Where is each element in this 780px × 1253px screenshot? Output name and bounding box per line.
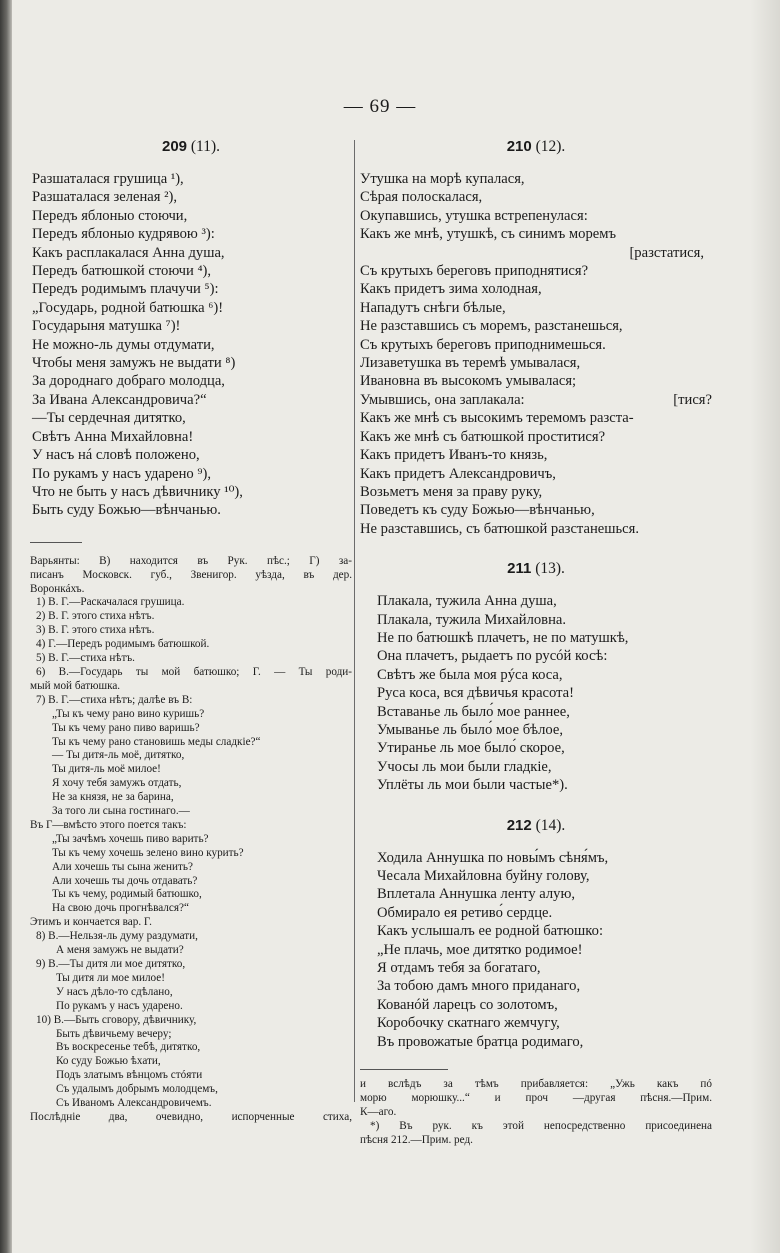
variant-line: Ко суду Божью ѣхати, [56, 1055, 161, 1068]
variant-line: 3) В. Г. этого стиха нѣтъ. [36, 624, 155, 637]
variant-line: 8) В.—Нельзя-ль думу раздумати, [36, 930, 198, 943]
footnote-line: К—аго. [360, 1105, 397, 1118]
variant-line: Подъ златымъ вѣнцомъ стóяти [56, 1069, 203, 1082]
variant-line: Не за князя, не за барина, [52, 791, 174, 804]
verse-line-text: Умывшись, она заплакала: [360, 391, 525, 408]
song-subnumber: (13). [535, 560, 565, 578]
verse-line: Плакала, тужила Михайловна. [377, 611, 567, 628]
verse-line: Плакала, тужила Анна душа, [377, 593, 557, 610]
verse-line: Какъ расплакалася Анна душа, [32, 244, 225, 261]
verse-line: За дороднаго добраго молодца, [32, 373, 225, 390]
verse-line: Разшаталася грушица ¹), [32, 171, 184, 187]
song-number: 210 [506, 138, 532, 155]
verse-line: Нападутъ снѣги бѣлые, [360, 299, 506, 316]
verse-line: Чесала Михайловна буйну голову, [377, 868, 590, 884]
variant-line: Я хочу тебя замужъ отдать, [52, 777, 182, 790]
variant-line: Воронкáхъ. [30, 582, 85, 595]
song-subnumber: (11). [190, 138, 221, 155]
variant-line: „Ты зачѣмъ хочешь пиво варить? [52, 832, 209, 845]
verse-line: Руса коса, вся дѣвичья красота! [377, 685, 575, 702]
verse-line: Свѣтъ же была моя рýса коса, [377, 666, 563, 683]
column-divider [354, 140, 355, 1102]
variants-notes [30, 555, 352, 1125]
variant-line: — Ты дитя-ль моё, дитятко, [52, 749, 185, 762]
verse-line: Передъ яблоныо кудрявою ³): [32, 226, 215, 243]
verse-line: Утиранье ль мое было́ скорое, [377, 740, 565, 757]
verse-line-wrap: [разстатися, [629, 244, 704, 261]
song-209-verse [30, 170, 352, 520]
left-column [30, 138, 352, 1125]
song-heading-210 [360, 138, 712, 156]
variant-line: Ты къ чему хочешь зелено вино курить? [52, 846, 244, 859]
variant-line: 5) В. Г.—стиха нѣтъ. [36, 652, 135, 665]
variant-line: Ты къ чему рано становишь меды сладкіе?“ [52, 735, 261, 748]
verse-line: Не можно-ль думы отдумати, [32, 336, 215, 353]
variant-line: Послѣдніе два, очевидно, испорченные стиха, [30, 1110, 352, 1123]
verse-line: Окупавшись, утушка встрепенулася: [360, 207, 588, 224]
verse-line: Какъ придетъ зима холодная, [360, 281, 542, 298]
variant-line: Съ удалымъ добрымъ молодцемъ, [56, 1083, 218, 1096]
verse-line: Не разставшись, съ батюшкой разстанешься. [360, 520, 639, 537]
verse-line: Уплёты ль мои были частые*). [377, 777, 568, 794]
footnote-rule [360, 1069, 448, 1070]
verse-line: Какъ же мнѣ съ батюшкой проститися? [360, 428, 606, 445]
variant-line: Съ Иваномъ Александровичемъ. [56, 1097, 212, 1110]
verse-line: —Ты сердечная дитятко, [32, 410, 186, 427]
verse-line: Коробочку скатнаго жемчугу, [377, 1015, 560, 1032]
verse-line: Быть суду Божью—вѣнчанью. [32, 502, 221, 519]
verse-line: Не по батюшкѣ плачетъ, не по матушкѣ, [377, 629, 629, 646]
verse-line: Съ крутыхъ береговъ приподнятися? [360, 263, 589, 280]
song-number: 212 [506, 816, 532, 834]
variant-line: 7) В. Г.—стиха нѣтъ; далѣе въ В: [36, 693, 193, 706]
verse-line: Обмирало ея ретиво́ сердце. [377, 904, 553, 921]
book-spine-shadow [0, 0, 12, 1253]
footnote-line: и вслѣдъ за тѣмъ прибавляется: „Ужь какъ пó [360, 1078, 712, 1091]
verse-line: Передъ яблоныо стоючи, [32, 207, 188, 224]
song-subnumber: (12). [535, 138, 566, 155]
footnotes [360, 1078, 712, 1148]
verse-line: Утушка на морѣ купалася, [360, 171, 525, 187]
verse-line: За Ивана Александровича?“ [32, 391, 207, 408]
variant-line: 10) В.—Быть сговору, дѣвичнику, [36, 1013, 197, 1026]
verse-line: Вставанье ль было́ мое раннее, [377, 703, 570, 720]
verse-line: Какъ придетъ Александровичъ, [360, 465, 556, 482]
variant-line: 4) Г.—Передъ родимымъ батюшкой. [36, 638, 210, 651]
variants-rule [30, 542, 82, 543]
footnote-line: *) Въ рук. къ этой непосредственно присоединена [370, 1119, 712, 1132]
page-edge-shadow [750, 0, 780, 1253]
verse-line: Какъ придетъ Иванъ-то князь, [360, 447, 548, 464]
verse-line: Ходила Аннушка по новы́мъ сѣня́мъ, [377, 849, 609, 866]
verse-line: Кованóй ларецъ со золотомъ, [377, 996, 558, 1013]
variant-line: Али хочешь ты сына женить? [52, 860, 193, 873]
verse-line: Я отдамъ тебя за богатаго, [377, 960, 541, 977]
verse-line: Съ крутыхъ береговъ приподнимешься. [360, 336, 606, 353]
verse-line: Передъ родимымъ плачучи ⁵): [32, 281, 219, 298]
variant-line: Ты къ чему рано пиво варишь? [52, 721, 200, 734]
song-212-verse [360, 849, 712, 1051]
variant-line: Въ воскресенье тебѣ, дитятко, [56, 1041, 201, 1054]
verse-line: Разшаталася зеленая ²), [32, 189, 177, 206]
verse-line: Учосы ль мои были гладкіе, [377, 758, 552, 775]
variant-line: Варьянты: В) находится въ Рук. пѣс.; Г) за- [30, 554, 352, 567]
song-subnumber: (14). [535, 816, 566, 834]
variant-line: писанъ Московск. губ., Звенигор. уѣзда, въ дер. [30, 568, 352, 581]
verse-line: У насъ нá словѣ положено, [32, 447, 200, 464]
verse-line-wrap: [тися? [673, 391, 712, 408]
variant-line: По рукамъ у насъ ударено. [56, 999, 183, 1012]
song-211-verse [360, 592, 712, 794]
verse-line: Умыванье ль было́ мое бѣлое, [377, 721, 563, 738]
variant-line: Ты къ чему, родимый батюшко, [52, 888, 202, 901]
verse-line: Вплетала Аннушка ленту алую, [377, 886, 575, 903]
song-heading-212 [360, 817, 712, 835]
song-number: 211 [507, 560, 532, 578]
variant-line: 2) В. Г. этого стиха нѣтъ. [36, 610, 155, 623]
song-heading-209 [30, 138, 352, 156]
song-number: 209 [161, 138, 188, 155]
variant-line: 6) В.—Государь ты мой батюшко; Г. — Ты роди- [36, 665, 352, 678]
variant-line: За того ли сына гостинаго.— [52, 805, 190, 818]
variant-line: Ты дитя ли мое милое! [56, 971, 165, 984]
variant-line: Быть дѣвичьему вечеру; [56, 1027, 172, 1040]
song-heading-211 [360, 560, 712, 578]
variant-line: „Ты къ чему рано вино куришь? [52, 707, 205, 720]
verse-line [360, 391, 712, 409]
variant-line: Ты дитя-ль моё милое! [52, 763, 161, 776]
verse-line: Возьметъ меня за праву руку, [360, 483, 543, 500]
verse-line: Не разставшись съ моремъ, разстанешься, [360, 318, 623, 335]
verse-line: Какъ же мнѣ, утушкѣ, съ синимъ моремъ [360, 226, 617, 243]
verse-line: Свѣтъ Анна Михайловна! [32, 428, 194, 445]
variant-line: У насъ дѣло-то сдѣлано, [56, 985, 173, 998]
variant-line: 9) В.—Ты дитя ли мое дитятко, [36, 958, 186, 970]
footnote-line: пѣсня 212.—Прим. ред. [360, 1133, 473, 1146]
verse-line: Что не быть у насъ дѣвичнику ¹⁰), [32, 483, 243, 500]
verse-line: По рукамъ у насъ ударено ⁹), [32, 465, 211, 482]
variant-line: Въ Г—вмѣсто этого поется такъ: [30, 818, 187, 831]
verse-line: Ивановна въ высокомъ умывалася; [360, 373, 577, 390]
verse-line: „Государь, родной батюшка ⁶)! [32, 299, 224, 316]
footnote-line: морю морюшку...“ и проч —другая пѣсня.—Прим. [360, 1091, 712, 1104]
verse-line: Какъ же мнѣ съ высокимъ теремомъ разста- [360, 410, 634, 427]
variant-line: Этимъ и кончается вар. Г. [30, 916, 152, 929]
verse-line: Поведетъ къ суду Божью—вѣнчанью, [360, 502, 595, 519]
verse-line: Государыня матушка ⁷)! [32, 318, 181, 335]
variant-line: А меня замужъ не выдати? [56, 944, 184, 957]
song-210-verse [360, 170, 712, 538]
variant-line: Али хочешь ты дочь отдавать? [52, 874, 198, 887]
verse-line: Передъ батюшкой стоючи ⁴), [32, 263, 212, 280]
verse-line: Она плачетъ, рыдаетъ по русóй косѣ: [377, 648, 608, 665]
variant-line: На свою дочь прогнѣвался?“ [52, 902, 189, 915]
verse-line: Чтобы меня замужъ не выдати ⁸) [32, 355, 236, 372]
verse-line: Лизаветушка въ теремѣ умывалася, [360, 355, 581, 372]
variant-line: мый мой батюшка. [30, 679, 121, 692]
variant-line: 1) В. Г.—Раскачалася грушица. [36, 596, 185, 609]
verse-line: Сѣрая полоскалася, [360, 189, 483, 206]
verse-line: Въ провожатые братца родимаго, [377, 1033, 584, 1050]
verse-line: Какъ услышалъ ее родной батюшко: [377, 923, 603, 940]
verse-line: „Не плачь, мое дитятко родимое! [377, 941, 583, 958]
right-column [360, 138, 712, 1148]
verse-line: За тобою дамъ много приданаго, [377, 978, 581, 995]
page-number: — 69 — [343, 96, 417, 117]
